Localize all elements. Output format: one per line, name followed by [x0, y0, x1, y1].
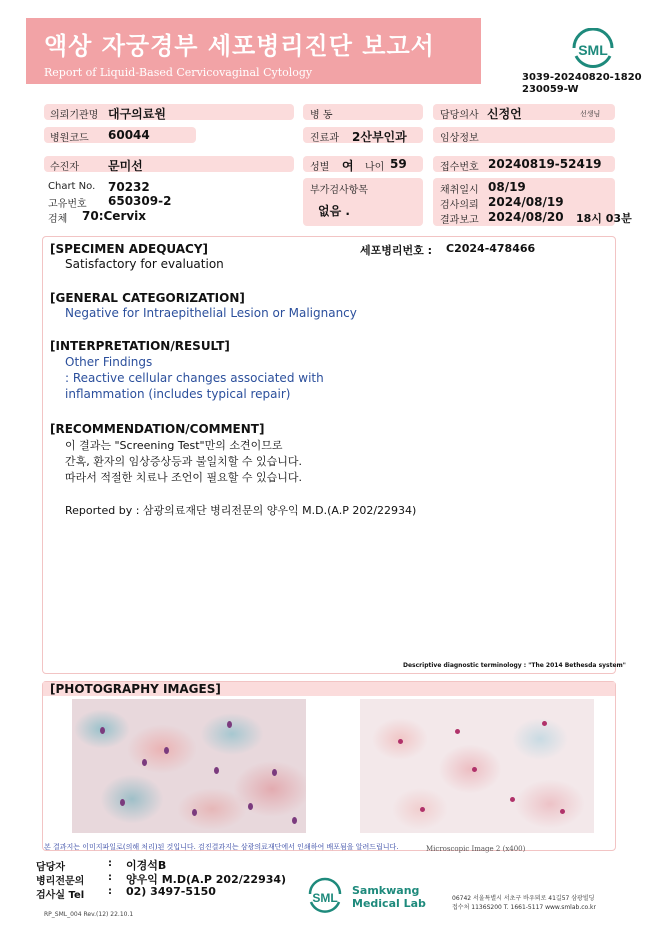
address-line1: 06742 서울특별시 서초구 바우뫼로 41길57 삼광빌딩	[452, 895, 595, 902]
lab-address	[452, 894, 596, 912]
image-2-caption: Microscopic Image 2 (x400)	[426, 845, 526, 853]
specimen-value: 70:Cervix	[82, 209, 147, 223]
logo-text: SML	[578, 42, 608, 58]
institution-label: 의뢰기관명	[50, 110, 99, 121]
report-date-label: 결과보고	[440, 215, 479, 226]
age-value: 59	[390, 157, 407, 171]
interpretation-title: [INTERPRETATION/RESULT]	[50, 339, 230, 353]
manager-label: 담당자	[36, 862, 65, 873]
cyto-no-value: C2024-478466	[446, 242, 536, 255]
specimen-label: 검체	[48, 214, 68, 225]
tel-colon: :	[108, 886, 112, 897]
doctor-label: 담당의사	[440, 110, 479, 121]
recommendation-line-3: 따라서 적절한 치료나 조언이 필요할 수 있습니다.	[65, 471, 302, 484]
department-label: 진료과	[310, 133, 339, 144]
hospital-code-value: 60044	[108, 128, 150, 142]
terminology-note: Descriptive diagnostic terminology : "The 2014 Bethesda system"	[403, 662, 626, 669]
interpretation-line-3: inflammation (includes typical repair)	[65, 387, 291, 401]
general-title: [GENERAL CATEGORIZATION]	[50, 291, 245, 305]
request-label: 검사의뢰	[440, 200, 479, 211]
receipt-value: 20240819-52419	[488, 157, 602, 171]
ward-label: 병 동	[310, 110, 333, 121]
recommendation-title: [RECOMMENDATION/COMMENT]	[50, 422, 265, 436]
tel-label: 검사실 Tel	[36, 890, 85, 901]
report-id	[522, 72, 642, 96]
department-value: 2산부인과	[352, 130, 407, 144]
doctor-value: 신정언	[487, 107, 522, 121]
collect-value: 08/19	[488, 180, 526, 194]
collect-label: 채취일시	[440, 185, 479, 196]
recommendation-line-1: 이 결과는 "Screening Test"만의 소견이므로	[65, 439, 283, 452]
chart-label: Chart No.	[48, 181, 96, 192]
reported-by: Reported by : 삼광의료재단 병리전문의 양우익 M.D.(A.P 202/22934)	[65, 504, 417, 517]
sex-value: 여	[342, 159, 354, 173]
patient-label: 수진자	[50, 162, 79, 173]
microscopic-image-1	[72, 699, 306, 833]
adequacy-text: Satisfactory for evaluation	[65, 257, 224, 271]
lab-name	[352, 884, 426, 910]
sex-label: 성별	[310, 162, 330, 173]
microscopic-image-2	[360, 699, 594, 833]
pathologist-label: 병리전문의	[36, 876, 85, 887]
form-number: RP_SML_004 Rev.(12) 22.10.1	[44, 911, 134, 918]
report-date-value: 2024/08/20	[488, 210, 564, 224]
recommendation-line-2: 간혹, 환자의 임상증상등과 불일치할 수 있습니다.	[65, 455, 302, 468]
tel-value: 02) 3497-5150	[126, 885, 216, 898]
report-id-line2: 230059-W	[522, 84, 579, 95]
patient-value: 문미선	[108, 159, 143, 173]
institution-value: 대구의료원	[108, 107, 166, 121]
request-value: 2024/08/19	[488, 195, 564, 209]
adequacy-title: [SPECIMEN ADEQUACY]	[50, 242, 209, 256]
unique-label: 고유번호	[48, 199, 87, 210]
receipt-label: 접수번호	[440, 162, 479, 173]
report-title: 액상 자궁경부 세포병리진단 보고서	[44, 32, 435, 60]
footer-logo-text: SML	[312, 891, 338, 905]
patient-pill	[44, 156, 294, 172]
sml-footer-logo-icon	[306, 876, 344, 916]
pathologist-value: 양우익 M.D(A.P 202/22934)	[126, 873, 287, 886]
clinical-label: 임상정보	[440, 133, 479, 144]
address-line2: 접수처 1136S200 T. 1661-5117 www.smlab.co.kr	[452, 904, 596, 911]
manager-value: 이경석B	[126, 859, 167, 872]
age-label: 나이	[365, 162, 385, 173]
manager-colon: :	[108, 858, 112, 869]
sml-logo-icon	[568, 28, 618, 70]
extra-tests-value: 없음 .	[318, 204, 350, 218]
hospital-code-label: 병원코드	[50, 133, 89, 144]
extra-tests-label: 부가검사항목	[310, 185, 368, 196]
notice-text: 본 결과지는 이미지파일로(의해 처리)된 것입니다. 검진결과지는 삼광의료재단에서 인쇄하여 배포됨을 알려드립니다.	[44, 843, 399, 851]
report-time-value: 18시 03분	[576, 212, 632, 225]
pathologist-colon: :	[108, 872, 112, 883]
doctor-suffix: 선생님	[580, 110, 601, 118]
photo-section-title: [PHOTOGRAPHY IMAGES]	[50, 682, 221, 696]
lab-name-line2: Medical Lab	[352, 897, 426, 910]
report-id-line1: 3039-20240820-1820	[522, 72, 642, 83]
lab-name-line1: Samkwang	[352, 884, 420, 897]
chart-value: 70232	[108, 180, 150, 194]
report-subtitle: Report of Liquid-Based Cervicovaginal Cytology	[44, 66, 313, 79]
interpretation-line-1: Other Findings	[65, 355, 153, 369]
interpretation-line-2: : Reactive cellular changes associated with	[65, 371, 324, 385]
unique-value: 650309-2	[108, 194, 172, 208]
cyto-no-label: 세포병리번호 :	[360, 244, 432, 257]
general-text: Negative for Intraepithelial Lesion or Malignancy	[65, 306, 357, 320]
